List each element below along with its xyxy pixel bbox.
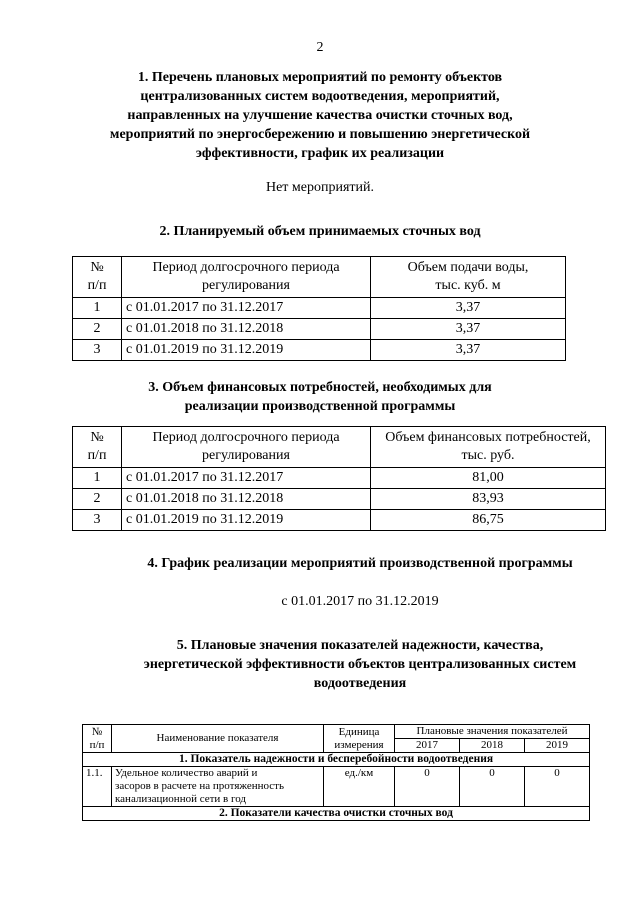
row-num: 1	[73, 298, 122, 319]
row-value: 0	[459, 767, 524, 807]
row-value: 3,37	[371, 319, 566, 340]
row-num: 2	[73, 489, 122, 510]
header-period: Период долгосрочного периода регулирования	[122, 427, 371, 468]
section1-note: Нет мероприятий.	[265, 180, 375, 195]
table-row	[73, 489, 606, 510]
row-num: 3	[73, 340, 122, 361]
section4-period: с 01.01.2017 по 31.12.2019	[281, 594, 439, 609]
table-header-row	[83, 725, 590, 739]
row-period: с 01.01.2017 по 31.12.2017	[122, 298, 371, 319]
section4-title: 4. График реализации мероприятий производственной программы	[147, 556, 573, 571]
section5-title-line: 5. Плановые значения показателей надежности, качества,	[176, 638, 544, 653]
row-value: 3,37	[371, 340, 566, 361]
row-num: 3	[73, 510, 122, 531]
row-period: с 01.01.2017 по 31.12.2017	[122, 468, 371, 489]
row-value: 3,37	[371, 298, 566, 319]
section3-title-line: 3. Объем финансовых потребностей, необходимых для	[148, 380, 492, 395]
header-financial: Объем финансовых потребностей, тыс. руб.	[371, 427, 606, 468]
header-num: № п/п	[73, 257, 122, 298]
row-num: 2	[73, 319, 122, 340]
header-indicator-name: Наименование показателя	[112, 725, 324, 753]
row-period: с 01.01.2018 по 31.12.2018	[122, 489, 371, 510]
header-period: Период долгосрочного периода регулирования	[122, 257, 371, 298]
row-value: 0	[524, 767, 589, 807]
section1-title-line: направленных на улучшение качества очистки сточных вод,	[127, 108, 513, 123]
row-period: с 01.01.2019 по 31.12.2019	[122, 340, 371, 361]
row-value: 83,93	[371, 489, 606, 510]
section1-title-line: 1. Перечень плановых мероприятий по ремонту объектов	[137, 70, 503, 85]
row-value: 0	[395, 767, 460, 807]
header-num: № п/п	[83, 725, 112, 753]
table-row	[73, 510, 606, 531]
table-row	[73, 319, 566, 340]
header-volume: Объем подачи воды, тыс. куб. м	[371, 257, 566, 298]
table-row	[83, 767, 590, 807]
section1-title-line: мероприятий по энергосбережению и повышению энергетической	[109, 127, 531, 142]
section5-title-line: водоотведения	[313, 676, 407, 691]
water-volume-table	[72, 256, 566, 361]
row-num: 1.1.	[83, 767, 112, 807]
table-section-row	[83, 753, 590, 767]
section3-title	[0, 378, 640, 416]
table-section-row	[83, 807, 590, 821]
header-unit: Единица измерения	[324, 725, 395, 753]
header-year: 2017	[395, 739, 460, 753]
row-value: 81,00	[371, 468, 606, 489]
header-year: 2018	[459, 739, 524, 753]
section-heading-quality: 2. Показатели качества очистки сточных вод	[83, 807, 590, 821]
row-unit: ед./км	[324, 767, 395, 807]
table-row	[73, 298, 566, 319]
indicators-table	[82, 724, 590, 821]
section2-title: 2. Планируемый объем принимаемых сточных вод	[159, 224, 481, 239]
row-value: 86,75	[371, 510, 606, 531]
header-planned-values: Плановые значения показателей	[395, 725, 590, 739]
financial-needs-table	[72, 426, 606, 531]
section5-title	[0, 636, 640, 693]
header-num: № п/п	[73, 427, 122, 468]
section1-title-line: централизованных систем водоотведения, мероприятий,	[140, 89, 500, 104]
row-indicator-name: Удельное количество аварий и засоров в расчете на протяженность канализационной сети в год	[112, 767, 324, 807]
section1-title	[0, 68, 640, 163]
page-number: 2	[316, 40, 324, 55]
table-header-row	[73, 427, 606, 468]
section-heading-reliability: 1. Показатель надежности и бесперебойности водоотведения	[83, 753, 590, 767]
row-num: 1	[73, 468, 122, 489]
table-row	[73, 340, 566, 361]
row-period: с 01.01.2018 по 31.12.2018	[122, 319, 371, 340]
table-header-row	[73, 257, 566, 298]
table-row	[73, 468, 606, 489]
section1-title-line: эффективности, график их реализации	[195, 146, 445, 161]
section3-title-line: реализации производственной программы	[184, 399, 456, 414]
row-period: с 01.01.2019 по 31.12.2019	[122, 510, 371, 531]
header-year: 2019	[524, 739, 589, 753]
section5-title-line: энергетической эффективности объектов централизованных систем	[143, 657, 577, 672]
